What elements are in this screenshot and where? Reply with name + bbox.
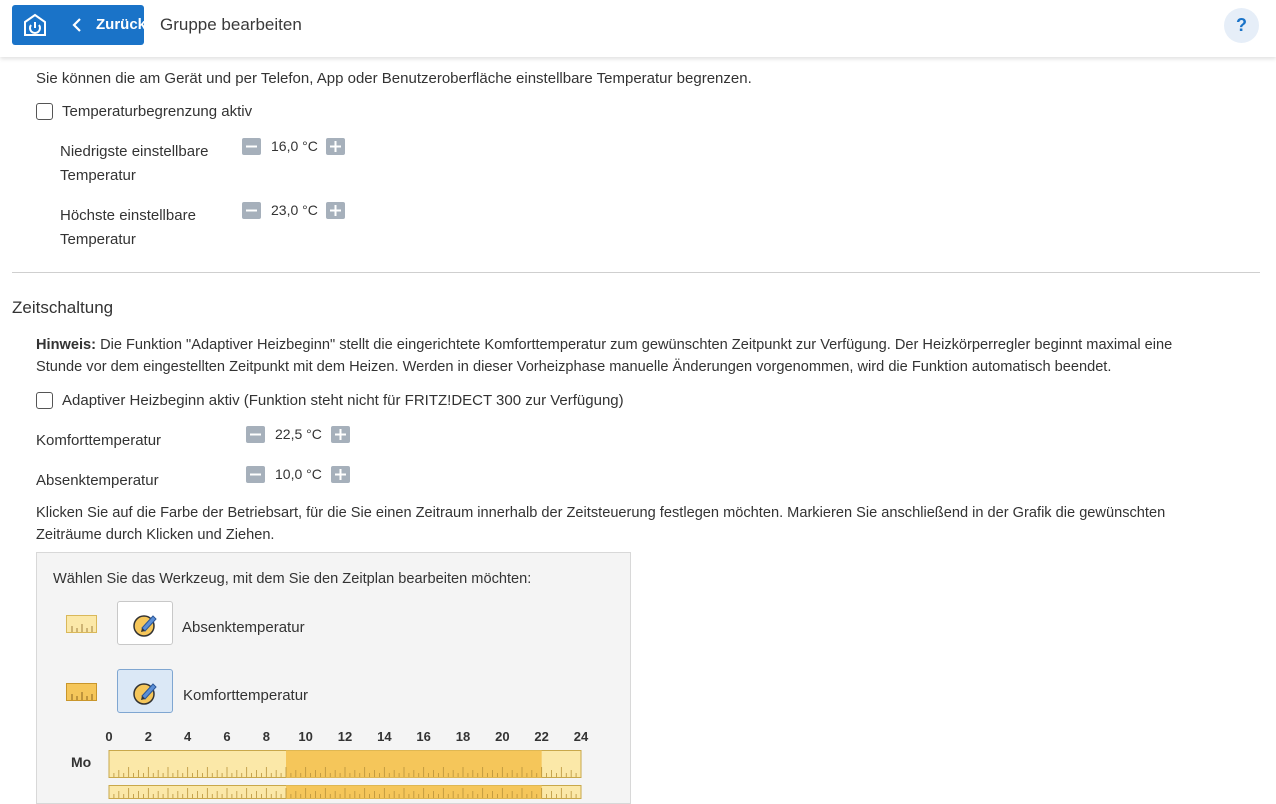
reduced-temp-value: 10,0 °C [275,466,322,482]
hour-label-22: 22 [534,729,549,744]
adaptive-heating-label: Adaptiver Heizbeginn aktiv (Funktion steht nicht für FRITZ!DECT 300 zur Verfügung) [62,392,624,409]
temp-limit-checkbox[interactable] [36,103,53,120]
schedule-heading: Zeitschaltung [12,298,114,317]
hour-label-24: 24 [573,729,589,744]
reduced-temp-tool-label: Absenktemperatur [182,619,305,636]
edit-pen-icon [118,670,172,712]
min-temp-label-line2: Temperatur [60,167,136,184]
min-temp-decrease-button[interactable] [242,138,261,155]
plus-icon [331,426,350,443]
schedule-bar-mo[interactable] [108,750,582,778]
hour-label-14: 14 [377,729,392,744]
help-button[interactable]: ? [1224,8,1259,43]
minus-icon [246,426,265,443]
back-button[interactable] [12,5,147,45]
plus-icon [326,138,345,155]
max-temp-value: 23,0 °C [271,202,318,218]
hour-label-4: 4 [184,729,192,744]
adaptive-heating-checkbox[interactable] [36,392,53,409]
hour-label-18: 18 [455,729,471,744]
plus-icon [331,466,350,483]
hour-label-0: 0 [105,729,113,744]
schedule-bar-tu[interactable] [108,785,582,799]
chevron-left-icon [72,18,82,32]
min-temp-value: 16,0 °C [271,138,318,154]
comfort-temp-tool-label: Komforttemperatur [183,687,309,704]
max-temp-label-line2: Temperatur [60,231,136,248]
hour-label-12: 12 [337,729,353,744]
hint-text: Die Funktion "Adaptiver Heizbeginn" stellt die eingerichtete Komforttemperatur zum gewünschten Zeitpunkt zur Verfügung. Der Heizkörperregler beginnt maximal eine [96,337,1173,353]
temp-limit-checkbox-label: Temperaturbegrenzung aktiv [62,103,253,120]
reduced-temp-label: Absenktemperatur [36,472,159,489]
instruction-line1: Klicken Sie auf die Farbe der Betriebsart, für die Sie einen Zeitraum innerhalb der Zeitsteuerung festlegen möchten. Markieren Sie anschließend in der Grafik die gewünschten [36,505,1166,521]
comfort-temp-increase-button[interactable] [331,426,350,443]
min-temp-label-line1: Niedrigste einstellbare [60,143,209,160]
plus-icon [326,202,345,219]
day-label-mo: Mo [71,754,92,770]
page-title: Gruppe bearbeiten [160,15,302,34]
hour-label-2: 2 [144,729,152,744]
schedule-hint-line2: Stunde vor dem eingestellten Zeitpunkt mit dem Heizen. Werden in dieser Vorheizphase manuelle Änderungen vorgenommen, wird die Funktion automatisch beendet. [36,359,1112,375]
edit-pen-icon [118,602,172,644]
max-temp-decrease-button[interactable] [242,202,261,219]
schedule-tool-panel [36,552,631,804]
comfort-temp-value: 22,5 °C [275,426,322,442]
hour-label-10: 10 [298,729,313,744]
reduced-temp-increase-button[interactable] [331,466,350,483]
section-divider [12,272,1260,273]
minus-icon [246,466,265,483]
app-header [0,0,1276,57]
max-temp-increase-button[interactable] [326,202,345,219]
reduced-temp-tool-button[interactable] [117,601,173,645]
hour-label-8: 8 [262,729,270,744]
comfort-ruler-icon [66,681,98,703]
schedule-hint-line1 [36,337,1172,353]
minus-icon [242,138,261,155]
max-temp-label-line1: Höchste einstellbare [60,207,196,224]
hour-label-16: 16 [416,729,431,744]
instruction-line2: Zeiträume durch Klicken und Ziehen. [36,527,275,543]
temp-limit-intro: Sie können die am Gerät und per Telefon, App oder Benutzeroberfläche einstellbare Temperatur begrenzen. [36,70,752,87]
hour-label-6: 6 [223,729,231,744]
comfort-temp-decrease-button[interactable] [246,426,265,443]
hour-label-20: 20 [495,729,510,744]
reduced-ruler-icon [66,613,98,635]
comfort-temp-label: Komforttemperatur [36,432,162,449]
tool-panel-prompt: Wählen Sie das Werkzeug, mit dem Sie den Zeitplan bearbeiten möchten: [53,571,532,587]
minus-icon [242,202,261,219]
min-temp-increase-button[interactable] [326,138,345,155]
fritz-home-icon [22,13,48,37]
reduced-temp-decrease-button[interactable] [246,466,265,483]
comfort-temp-tool-button[interactable] [117,669,173,713]
hint-bold-label: Hinweis: [36,337,97,353]
back-button-label: Zurück [96,16,147,33]
